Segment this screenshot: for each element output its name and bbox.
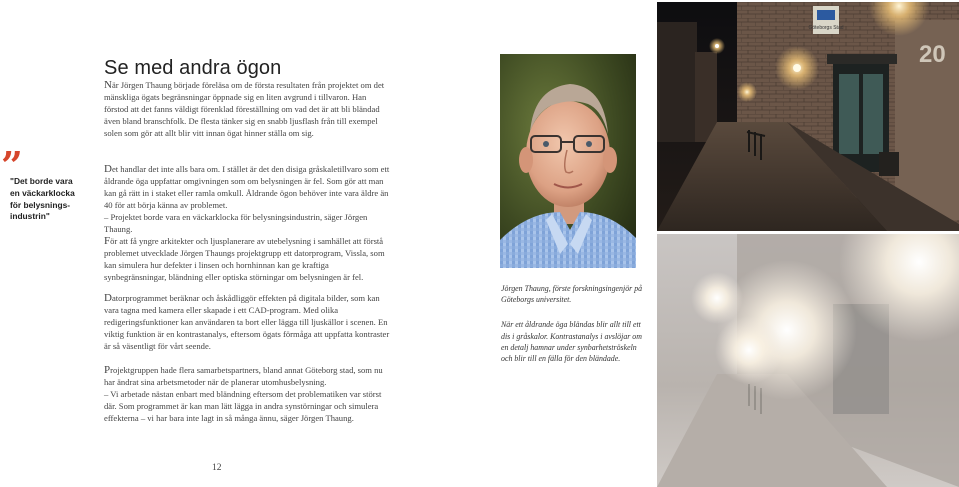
body-paragraph [104, 164, 392, 235]
house-number: 20 [919, 41, 946, 68]
article-title: Se med andra ögon [104, 57, 282, 79]
paragraph-text: et handlar det inte alls bara om. I stället är det den disiga gråskaletillvaro som ett åldrande öga uppfattar omgivningen som om belysningen är fel. Som gör att man kan gå rätt in i staket eller ramla omkull. Åldrande ögon behöver inte vara äldre än 40 för att börja känna av problemet. [104, 164, 390, 210]
quotation-mark-icon: ” [1, 143, 19, 188]
photo-caption: När ett åldrande öga bländas blir allt till ett dis i gråskalor. Kontrastanalys i avslöjar om en detalj hamnar under synbarhetströskeln och blir till en fälla för den bländade. [501, 320, 642, 364]
intro-paragraph [104, 80, 392, 140]
quote-line: – Vi arbetade nästan enbart med bländning eftersom det problematiken var störst där. Som programmet är kan man lätt lägga in andra synstörningar och simulera effekterna – vi har bara inte lagt in så många ännu, säger Jörgen Thaung. [104, 388, 382, 423]
paragraph-text: atorprogrammet beräknar och åskådliggör effekten på digitala bilder, som kan vara tagna med kamera eller skapade i ett CAD-program. Med olika redigeringsfunktioner kan användaren ta bort eller lägga till ljuskällor i scenen. En viktig funktion är en kontrastanalys, eftersom ögats förmåga att uppfatta kontraster är så väsentligt för vårt seende. [104, 293, 390, 351]
paragraph-text: rojektgruppen hade flera samarbetspartners, bland annat Göteborg stad, som nu har ändrat sina arbetsmetoder när de planerar utomhusbelysning. [104, 365, 383, 387]
body-paragraph [104, 365, 392, 425]
body-paragraph [104, 236, 392, 284]
street-sign-text: Göteborgs Stad [808, 25, 844, 31]
night-street-photo [657, 2, 959, 231]
pull-quote: "Det borde vara en väckarklocka för belysnings-industrin" [10, 176, 75, 222]
drop-cap: N [104, 79, 112, 91]
paragraph-text: ör att få yngre arkitekter och ljusplanerare av utebelysning i samhället att förstå problemet utvecklade Jörgen Thaungs projektgrupp ett datorprogram, Vissla, som kan simulera hur defekter i linsen och hornhinnan kan ge kraftiga synbegränsningar, bländning eller optiska störningar om belysningen är fel. [104, 236, 385, 282]
portrait-caption: Jörgen Thaung, förste forskningsingenjör på Göteborgs universitet. [501, 284, 643, 305]
paragraph-text: är Jörgen Thaung började föreläsa om de första resultaten från projektet om det mänskliga ögats begränsningar öppnade sig en liten avgrund i tillvaron. Han förstod att det fanns väldigt förenklad föreställning om vad det är att bli bländad även bland branschfolk. De flesta tänker sig en snabb ljusflash från till exempel solen som gör att allt blir vitt innan ögat hinner ställa om sig. [104, 80, 385, 138]
caption-column [501, 283, 643, 364]
page-number: 12 [212, 463, 222, 473]
body-paragraph [104, 293, 392, 353]
quote-line: – Projektet borde vara en väckarklocka för belysningsindustrin, säger Jörgen Thaung. [104, 211, 368, 234]
drop-cap: D [104, 292, 112, 304]
drop-cap: P [104, 364, 111, 376]
portrait-photo [500, 54, 636, 268]
glare-simulation-photo [657, 234, 959, 487]
drop-cap: D [104, 163, 112, 175]
drop-cap: F [104, 235, 111, 247]
